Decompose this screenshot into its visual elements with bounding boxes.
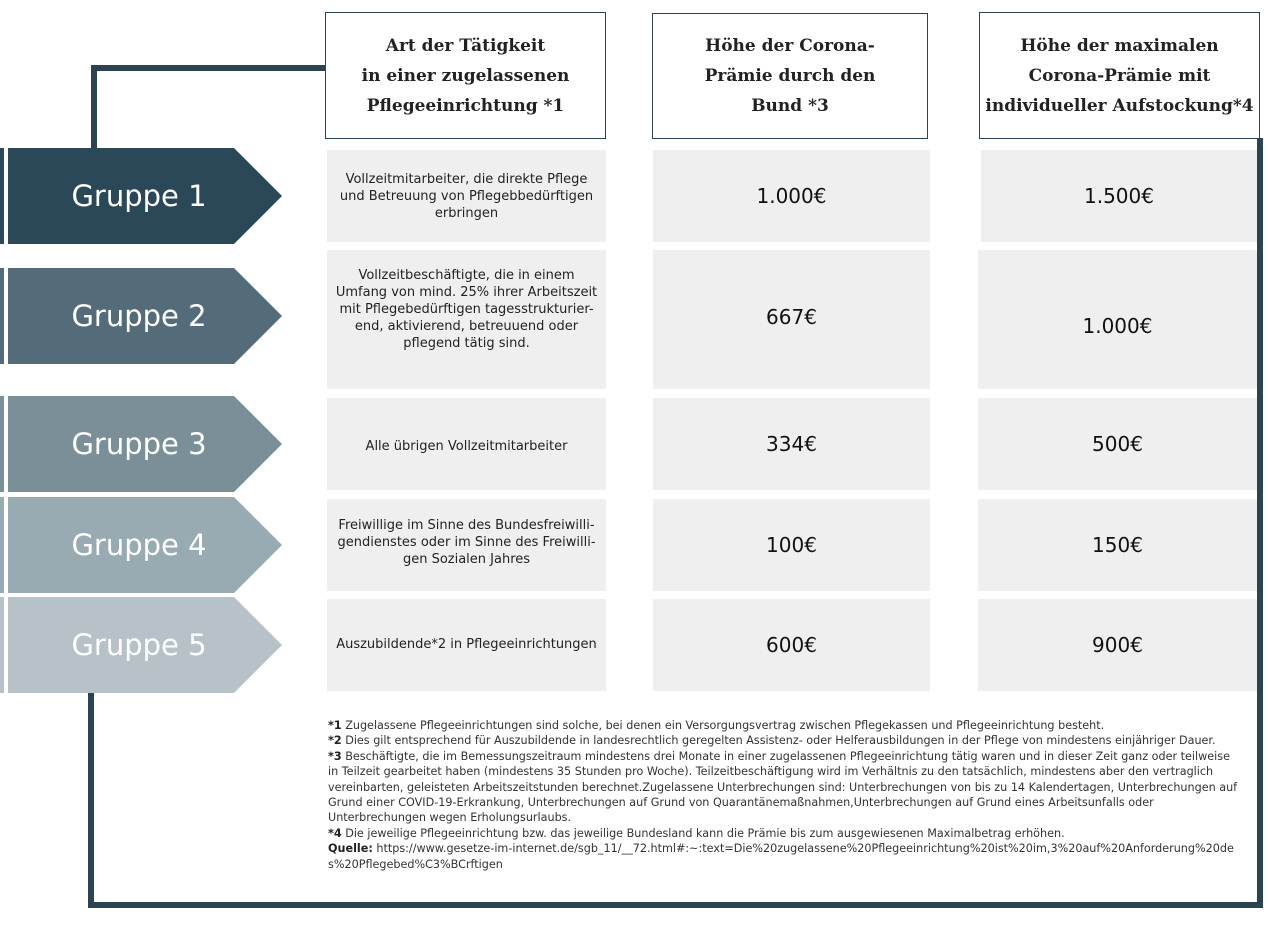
group-5-federal-amount: 600€	[766, 633, 817, 657]
group-4-federal	[653, 499, 930, 591]
group-3-description	[327, 398, 606, 490]
group-3-label: Gruppe 3	[71, 427, 207, 461]
frame-bottom-line	[88, 902, 1263, 908]
source	[328, 841, 1243, 872]
group-3-description-text: Alle übrigen Vollzeitmitarbeiter	[365, 438, 568, 454]
group-4-maximum-amount: 150€	[1092, 533, 1143, 557]
footnote-1-mark: *1	[328, 719, 342, 732]
group-2-maximum-amount: 1.000€	[1082, 313, 1153, 338]
group-3-maximum-amount: 500€	[1092, 432, 1143, 456]
group-1-maximum	[981, 150, 1257, 242]
group-1-label: Gruppe 1	[71, 179, 207, 213]
group-5-description	[327, 599, 606, 691]
group-2-maximum	[978, 250, 1257, 389]
footnote-2-mark: *2	[328, 734, 342, 748]
group-1-maximum-amount: 1.500€	[1084, 184, 1154, 208]
group-1-federal-amount: 1.000€	[756, 184, 827, 208]
footnote-1	[328, 718, 1243, 733]
group-1-federal	[653, 150, 930, 242]
footnote-3-text: Beschäftigte, die im Bemessungszeitraum mindestens drei Monate in einer zugelassenen Pflegeeinrichtung tätig waren und in dieser Zeit ganz oder teilweise in Teilzeit gearbeitet haben (mindestens 35 Stunden pro Woche). Teilzeitbeschäftigung wird im Verhältnis zu den tatsächlich, mindestens aber den vertraglich vereinbarten, geleisteten Arbeitszeitstunden berechnet.Zugelassene Unterbrechungen sind: Unterbrechungen von bis zu 14 Kalendertagen, Unterbrechungen auf Grund einer COVID-19-Erkrankung, Unterbrechungen auf Grund von Quarantänemaßnahmen,Unterbrechungen auf Grund eines Arbeitsunfalls oder Unterbrechungen wegen Erholungsurlaubs.	[328, 749, 1238, 825]
group-5-maximum	[978, 599, 1257, 691]
group-5-maximum-amount: 900€	[1092, 633, 1143, 657]
footnote-3	[328, 749, 1243, 826]
footnote-4-mark: *4	[328, 826, 342, 840]
footnotes	[328, 718, 1243, 872]
group-3-maximum	[978, 398, 1257, 490]
group-1-arrow	[0, 148, 283, 244]
group-1-description	[327, 150, 606, 242]
frame-right-line	[1257, 138, 1263, 908]
group-5-description-text: Auszubildende*2 in Pflegeeinrichtungen	[336, 636, 597, 652]
footnote-2-text: Dies gilt entsprechend für Auszubildende in landesrechtlich geregelten Assistenz- oder Helferausbildungen in der Pflege von mindestens einjähriger Dauer.	[345, 734, 1216, 748]
footnote-2	[328, 733, 1243, 748]
frame-top-line	[91, 65, 326, 71]
footnote-4	[328, 826, 1243, 841]
group-4-maximum	[978, 499, 1257, 591]
group-2-description	[327, 250, 606, 389]
group-2-federal	[653, 250, 930, 389]
footnote-1-text: Zugelassene Pflegeeinrichtungen sind solche, bei denen ein Versorgungsvertrag zwischen Pflegekassen und Pflegeeinrichtung besteht.	[345, 719, 1105, 732]
source-label: Quelle:	[328, 842, 373, 856]
frame-left-lower-line	[88, 690, 94, 908]
group-2-description-text: Vollzeitbeschäftigte, die in einem Umfang von mind. 25% ihrer Arbeitszeit mit Pflegebedürftigen tagesstrukturier- end, aktivierend, betreuuend oder pflegend tätig sind.	[335, 268, 598, 351]
source-url: https://www.gesetze-im-internet.de/sgb_11/__72.html#:~:text=Die%20zugelassene%20Pflegeeinrichtung%20ist%20im,3%20auf%20Anforderung%20des%20Pflegebed%C3%BCrftigen	[328, 842, 1234, 871]
group-4-label: Gruppe 4	[71, 528, 207, 562]
group-4-description-text: Freiwillige im Sinne des Bundesfreiwilli- gendienstes oder im Sinne des Freiwilli- gen Sozialen Jahres	[337, 517, 596, 567]
group-2-federal-amount: 667€	[766, 305, 817, 329]
group-2-label: Gruppe 2	[71, 299, 207, 333]
group-2-arrow	[0, 268, 283, 364]
group-5-federal	[653, 599, 930, 691]
footnote-4-text: Die jeweilige Pflegeeinrichtung bzw. das jeweilige Bundesland kann die Prämie bis zum ausgewiesenen Maximalbetrag erhöhen.	[345, 826, 1065, 840]
footnote-3-mark: *3	[328, 749, 342, 763]
group-5-arrow	[0, 597, 283, 693]
group-4-description	[327, 499, 606, 591]
group-3-arrow	[0, 396, 283, 492]
group-1-description-text: Vollzeitmitarbeiter, die direkte Pflege und Betreuung von Pflegebbedürftigen erbringen	[339, 171, 594, 221]
group-3-federal	[653, 398, 930, 490]
group-3-federal-amount: 334€	[766, 432, 817, 456]
header-activity: Art der Tätigkeit in einer zugelassenen Pflegeeinrichtung *1	[325, 12, 606, 139]
group-4-arrow	[0, 497, 283, 593]
frame-left-upper-line	[91, 65, 97, 150]
group-5-label: Gruppe 5	[71, 628, 207, 662]
header-maximum-bonus: Höhe der maximalen Corona-Prämie mit individueller Aufstockung*4	[979, 12, 1260, 139]
header-federal-bonus: Höhe der Corona- Prämie durch den Bund *3	[652, 13, 928, 139]
group-4-federal-amount: 100€	[766, 533, 817, 557]
